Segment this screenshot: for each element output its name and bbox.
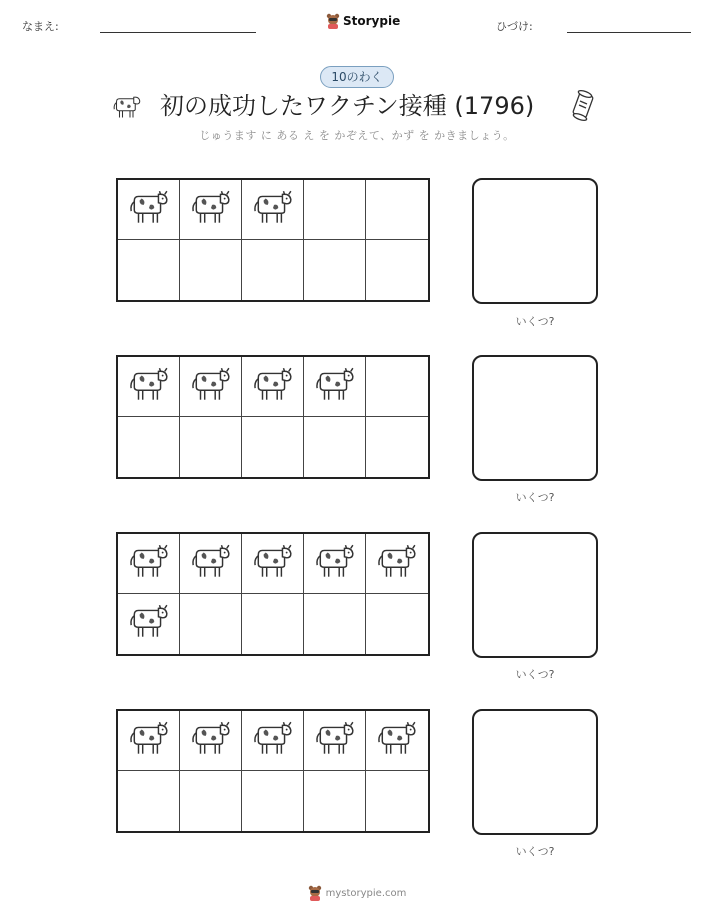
cow-icon: [190, 190, 232, 230]
count-prompt-2: いくつ?: [515, 491, 555, 504]
ten-frame-cell: [366, 357, 428, 417]
ten-frame-cell: [180, 417, 242, 477]
ten-frame-cell: [304, 711, 366, 771]
ten-frame-cell: [242, 771, 304, 831]
ten-frame-cell: [242, 534, 304, 594]
ten-frame-cell: [304, 534, 366, 594]
ten-frame-cell: [180, 240, 242, 300]
cow-icon: [190, 367, 232, 407]
cow-icon: [128, 721, 170, 761]
ten-frame-cell: [366, 594, 428, 654]
ten-frame-cell: [118, 711, 180, 771]
answer-box-3[interactable]: [472, 532, 598, 658]
footer: [0, 885, 714, 901]
cow-icon: [314, 367, 356, 407]
footer-url[interactable]: mystorypie.com: [325, 887, 407, 899]
worksheet-title: 初の成功したワクチン接種 (1796): [160, 92, 535, 120]
ten-frame-cell: [118, 417, 180, 477]
ten-frame-cell: [118, 240, 180, 300]
ten-frame-cell: [366, 771, 428, 831]
ten-frame-cell: [118, 357, 180, 417]
ten-frame-cell: [242, 180, 304, 240]
ten-frame-cell: [304, 771, 366, 831]
ten-frame-cell: [118, 534, 180, 594]
instruction-text: じゅうます に ある え を かぞえて、かず を かきましょう。: [199, 129, 515, 142]
ten-frame-cell: [242, 417, 304, 477]
ten-frame-2: [116, 355, 430, 479]
ten-frame-cell: [180, 594, 242, 654]
count-prompt-3: いくつ?: [515, 668, 555, 681]
cow-icon: [112, 94, 142, 120]
answer-box-4[interactable]: [472, 709, 598, 835]
scroll-icon: [570, 90, 596, 122]
cow-icon: [376, 544, 418, 584]
ten-frame-cell: [366, 711, 428, 771]
ten-frame-cell: [180, 771, 242, 831]
count-prompt-1: いくつ?: [515, 315, 555, 328]
activity-badge: 10のわく: [320, 66, 394, 88]
ten-frame-cell: [118, 594, 180, 654]
date-label: ひづけ:: [496, 20, 533, 33]
cow-icon: [190, 721, 232, 761]
name-line[interactable]: [100, 32, 256, 33]
cow-icon: [128, 190, 170, 230]
ten-frame-cell: [118, 180, 180, 240]
answer-box-2[interactable]: [472, 355, 598, 481]
cow-icon: [252, 190, 294, 230]
ten-frame-cell: [304, 180, 366, 240]
name-label: なまえ:: [22, 20, 59, 33]
ten-frame-3: [116, 532, 430, 656]
bear-mascot-icon: [308, 885, 322, 901]
ten-frame-cell: [242, 711, 304, 771]
ten-frame-cell: [304, 417, 366, 477]
cow-icon: [128, 367, 170, 407]
ten-frame-cell: [366, 534, 428, 594]
cow-icon: [190, 544, 232, 584]
ten-frame-cell: [180, 711, 242, 771]
ten-frame-cell: [366, 240, 428, 300]
cow-icon: [314, 721, 356, 761]
cow-icon: [252, 367, 294, 407]
cow-icon: [252, 544, 294, 584]
ten-frame-cell: [366, 417, 428, 477]
cow-icon: [376, 721, 418, 761]
ten-frame-cell: [304, 357, 366, 417]
date-line[interactable]: [567, 32, 691, 33]
ten-frame-cell: [118, 771, 180, 831]
ten-frame-cell: [180, 180, 242, 240]
cow-icon: [314, 544, 356, 584]
ten-frame-cell: [242, 357, 304, 417]
answer-box-1[interactable]: [472, 178, 598, 304]
ten-frame-4: [116, 709, 430, 833]
ten-frame-cell: [304, 594, 366, 654]
ten-frame-cell: [304, 240, 366, 300]
count-prompt-4: いくつ?: [515, 845, 555, 858]
cow-icon: [128, 544, 170, 584]
ten-frame-cell: [366, 180, 428, 240]
ten-frame-1: [116, 178, 430, 302]
cow-icon: [252, 721, 294, 761]
cow-icon: [128, 604, 170, 644]
ten-frame-cell: [242, 594, 304, 654]
ten-frame-cell: [180, 534, 242, 594]
ten-frame-cell: [242, 240, 304, 300]
brand-logo: [326, 13, 400, 29]
bear-mascot-icon: [326, 13, 340, 29]
ten-frame-cell: [180, 357, 242, 417]
brand-name: Storypie: [343, 14, 401, 28]
